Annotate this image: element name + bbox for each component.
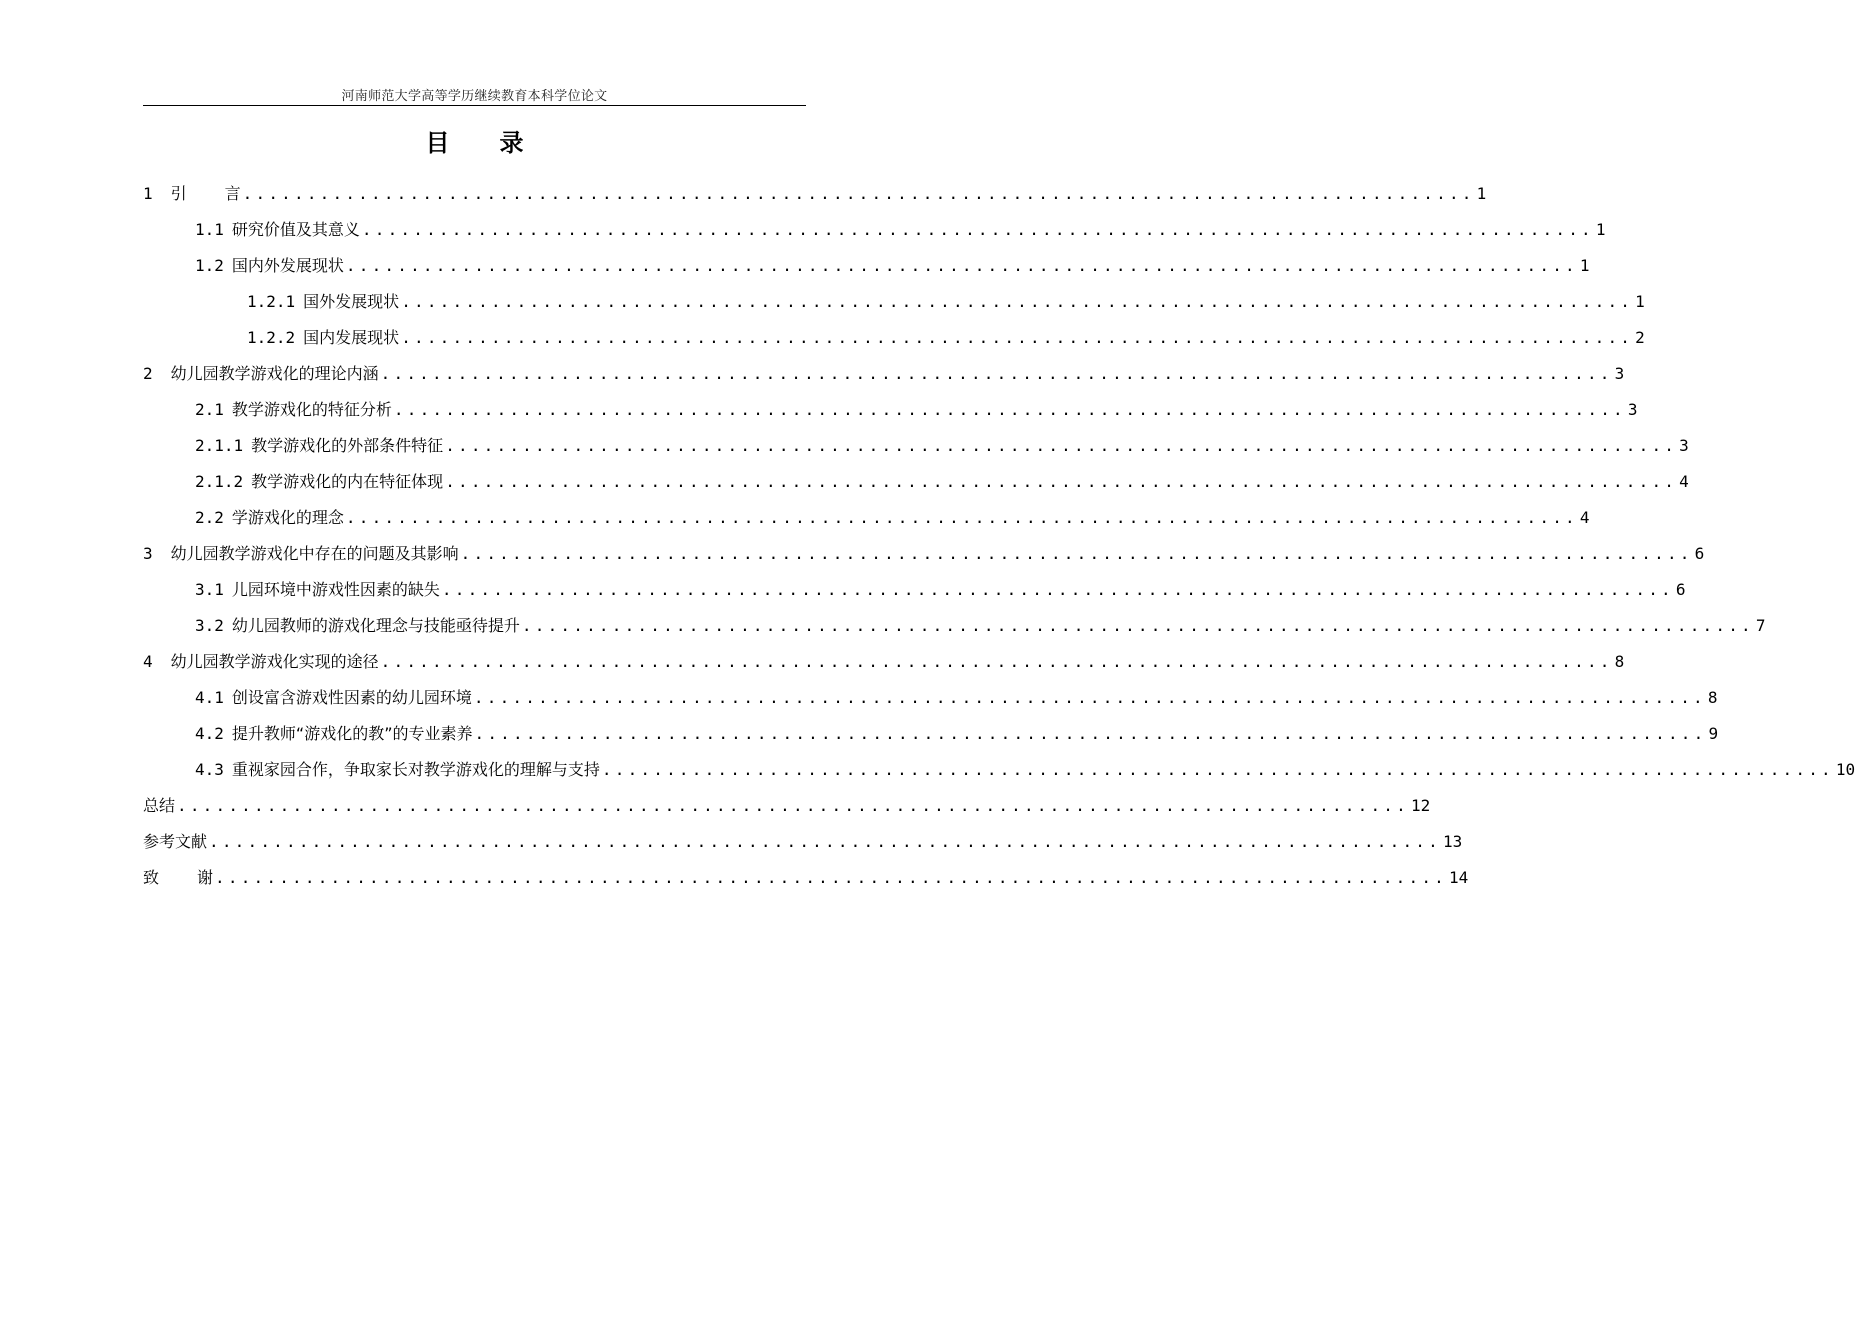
toc-dot-leader: ................................................................................................ <box>345 508 1578 527</box>
toc-title <box>143 128 806 158</box>
toc-dot-leader: ................................................................................................ <box>345 256 1578 275</box>
toc-entry-page: 2 <box>1635 328 1645 347</box>
toc-entry-text: 教学游戏化的内在特征体现 <box>251 472 444 491</box>
toc-entry-number: 4.3 <box>195 760 224 779</box>
toc-entry-number: 1 <box>143 184 153 203</box>
toc-entry-3-2[interactable] <box>143 608 1766 644</box>
toc-entry-1[interactable] <box>143 176 1487 212</box>
toc-entry-number: 4.2 <box>195 724 224 743</box>
toc-entry-number: 1.2.2 <box>247 328 296 347</box>
toc-entry-4-2[interactable] <box>143 716 1719 752</box>
toc-entry-number: 2.1.2 <box>195 472 244 491</box>
toc-entry-acknowledgements[interactable] <box>143 860 1469 896</box>
toc-title-part2: 录 <box>499 129 524 157</box>
toc-dot-leader: ................................................................................................ <box>361 220 1594 239</box>
toc-entry-page: 1 <box>1476 184 1487 203</box>
toc-entry-3-1[interactable] <box>143 572 1686 608</box>
toc-entry-text: 幼儿园教学游戏化中存在的问题及其影响 <box>170 544 459 563</box>
toc-entry-page: 7 <box>1755 616 1766 635</box>
toc-entry-page: 6 <box>1675 580 1686 599</box>
toc-dot-leader: ................................................................................................ <box>441 580 1674 599</box>
toc-entry-page: 1 <box>1635 292 1645 311</box>
toc-entry-page: 3 <box>1614 364 1625 383</box>
toc-title-part1: 目 <box>425 129 450 157</box>
toc-entry-page: 13 <box>1442 832 1463 851</box>
toc-entry-number: 2.1.1 <box>195 436 244 455</box>
toc-entry-2-2[interactable] <box>143 500 1590 536</box>
toc-entry-number: 1.2 <box>195 256 224 275</box>
toc-entry-text: 幼儿园教学游戏化实现的途径 <box>170 652 379 671</box>
toc-dot-leader: ................................................................................................ <box>209 832 1441 851</box>
toc-entry-2[interactable] <box>143 356 1625 392</box>
toc-entry-text: 提升教师“游戏化的教”的专业素养 <box>231 724 473 743</box>
toc-dot-leader: ................................................................................................ <box>380 652 1613 671</box>
toc-dot-leader: ................................................................................................ <box>474 724 1707 743</box>
running-header: 河南师范大学高等学历继续教育本科学位论文 <box>341 89 608 104</box>
toc-entry-page: 4 <box>1579 508 1590 527</box>
toc-dot-leader: ................................................................................................ <box>601 760 1834 779</box>
toc-entry-4[interactable] <box>143 644 1625 680</box>
toc-entry-number: 3.1 <box>195 580 224 599</box>
toc-entry-page: 3 <box>1627 400 1638 419</box>
toc-entry-page: 1 <box>1579 256 1590 275</box>
toc-entry-references[interactable] <box>143 824 1463 860</box>
toc-entry-1-2-1[interactable] <box>143 284 1645 320</box>
toc-entry-number: 3.2 <box>195 616 224 635</box>
toc-dot-leader: ................................................................................................ <box>401 292 1634 311</box>
toc-entry-page: 1 <box>1595 220 1606 239</box>
toc-dot-leader: ................................................................................................ <box>401 328 1634 347</box>
toc-entry-number: 2.2 <box>195 508 224 527</box>
toc-entry-text: 参考文献 <box>143 832 208 851</box>
toc-entry-3[interactable] <box>143 536 1705 572</box>
toc-entry-text: 国外发展现状 <box>303 292 400 311</box>
toc-entry-number: 2.1 <box>195 400 224 419</box>
toc-entry-1-1[interactable] <box>143 212 1606 248</box>
toc-entry-page: 8 <box>1614 652 1625 671</box>
toc-dot-leader: ................................................................................................ <box>445 436 1678 455</box>
toc-entry-text: 幼儿园教学游戏化的理论内涵 <box>170 364 379 383</box>
toc-entry-4-3[interactable] <box>143 752 1855 788</box>
toc-entry-number: 1.2.1 <box>247 292 296 311</box>
toc-entry-number: 1.1 <box>195 220 224 239</box>
toc-entry-text: 教学游戏化的特征分析 <box>231 400 392 419</box>
toc-entry-1-2-2[interactable] <box>143 320 1645 356</box>
toc-entry-2-1[interactable] <box>143 392 1638 428</box>
toc-entry-text: 儿园环境中游戏性因素的缺失 <box>231 580 440 599</box>
toc-dot-leader: ................................................................................................ <box>473 688 1706 707</box>
toc-entry-page: 3 <box>1679 436 1689 455</box>
toc-entry-page: 8 <box>1707 688 1718 707</box>
toc-entry-page: 9 <box>1708 724 1719 743</box>
toc-dot-leader: ................................................................................................ <box>521 616 1754 635</box>
toc-entry-page: 14 <box>1448 868 1469 887</box>
toc-entry-page: 4 <box>1679 472 1689 491</box>
toc-entry-1-2[interactable] <box>143 248 1590 284</box>
table-of-contents <box>143 176 1855 896</box>
toc-entry-number: 3 <box>143 544 153 563</box>
toc-entry-text: 幼儿园教师的游戏化理念与技能亟待提升 <box>231 616 520 635</box>
toc-dot-leader: ................................................................................................ <box>215 868 1447 887</box>
toc-entry-page: 10 <box>1835 760 1855 779</box>
toc-entry-number: 4.1 <box>195 688 224 707</box>
toc-dot-leader: ................................................................................................ <box>445 472 1678 491</box>
toc-entry-page: 12 <box>1410 796 1431 815</box>
toc-entry-text: 致 谢 <box>143 868 214 887</box>
toc-entry-2-1-1[interactable] <box>143 428 1689 464</box>
toc-entry-text: 国内外发展现状 <box>231 256 344 275</box>
toc-entry-text: 学游戏化的理念 <box>231 508 344 527</box>
toc-dot-leader: ................................................................................................ <box>242 184 1475 203</box>
toc-entry-text: 总结 <box>143 796 176 815</box>
toc-entry-text: 创设富含游戏性因素的幼儿园环境 <box>231 688 472 707</box>
toc-dot-leader: ................................................................................................ <box>380 364 1613 383</box>
toc-dot-leader: ................................................................................................ <box>460 544 1693 563</box>
toc-entry-text: 国内发展现状 <box>303 328 400 347</box>
toc-dot-leader: ................................................................................................ <box>177 796 1409 815</box>
toc-entry-text: 引 言 <box>170 184 241 203</box>
toc-entry-number: 4 <box>143 652 153 671</box>
header-rule <box>143 105 806 106</box>
toc-entry-text: 教学游戏化的外部条件特征 <box>251 436 444 455</box>
toc-entry-text: 重视家园合作，争取家长对教学游戏化的理解与支持 <box>231 760 600 779</box>
toc-entry-2-1-2[interactable] <box>143 464 1689 500</box>
toc-entry-summary[interactable] <box>143 788 1431 824</box>
toc-dot-leader: ................................................................................................ <box>393 400 1626 419</box>
toc-entry-page: 6 <box>1694 544 1705 563</box>
toc-entry-text: 研究价值及其意义 <box>231 220 360 239</box>
toc-entry-4-1[interactable] <box>143 680 1718 716</box>
toc-entry-number: 2 <box>143 364 153 383</box>
